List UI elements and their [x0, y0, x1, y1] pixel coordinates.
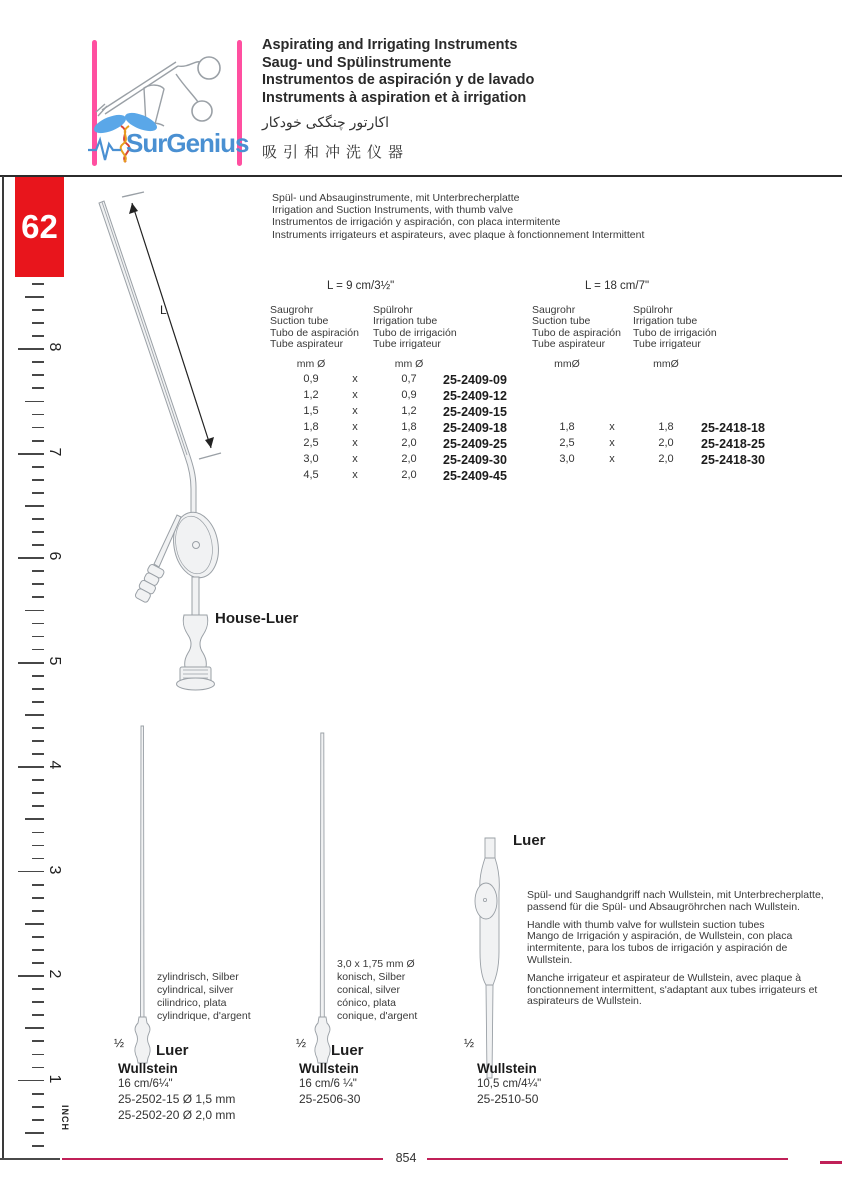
unit-right-col1: mmØ	[554, 358, 580, 370]
title-farsi: اكارتور چنگكى خودكار	[262, 114, 390, 130]
ruler-tick	[32, 309, 44, 311]
footer-dark-line	[0, 1158, 60, 1160]
product-right-info	[477, 1060, 541, 1108]
unit-left-col2: mm Ø	[394, 358, 424, 370]
ruler-tick	[32, 427, 44, 429]
ruler-tick	[32, 675, 44, 677]
ruler-tick	[32, 570, 44, 572]
desc-en: Handle with thumb valve for wullstein suction tubes	[527, 918, 765, 931]
ruler-tick	[32, 949, 44, 951]
product-part: 25-2502-20 Ø 2,0 mm	[118, 1107, 236, 1122]
ruler-tick	[32, 688, 44, 690]
ruler-tick	[32, 1014, 44, 1016]
brand-logo-text: SurGenius	[126, 128, 249, 158]
table-left-col1-header: Saugrohr Suction tube Tubo de aspiración Tube aspirateur	[270, 304, 359, 350]
desc-en-es	[527, 920, 835, 967]
ruler-tick	[32, 701, 44, 703]
part-number: 25-2409-18	[443, 421, 507, 435]
ruler-tick	[25, 505, 44, 507]
ruler-tick	[32, 897, 44, 899]
ruler-number-6: 6	[46, 551, 63, 561]
ruler-tick	[25, 1027, 44, 1029]
ruler-tick	[32, 322, 44, 324]
part-number: 25-2409-15	[443, 405, 507, 419]
scale-fraction: ½	[464, 1036, 475, 1050]
product-left-info	[118, 1060, 235, 1123]
ruler-tick	[18, 1080, 44, 1082]
house-luer-label: House-Luer	[215, 610, 299, 627]
ruler-number-5: 5	[46, 656, 63, 666]
ruler-tick	[32, 374, 44, 376]
ruler-tick	[25, 296, 44, 298]
ruler-tick	[25, 1132, 44, 1134]
title-es: Instrumentos de aspiración y de lavado	[262, 72, 535, 89]
product-mid-description: 3,0 x 1,75 mm Ø konisch, Silber conical, silver cónico, plata conique, d'argent	[337, 958, 418, 1022]
ruler-tick	[18, 453, 44, 455]
part-number: 25-2409-25	[443, 437, 507, 451]
product-size: 16 cm/6¼"	[118, 1078, 173, 1090]
top-description	[272, 192, 644, 241]
header-divider	[0, 175, 842, 177]
ruler-tick	[32, 792, 44, 794]
ruler-number-8: 8	[46, 342, 63, 352]
ruler-tick	[32, 544, 44, 546]
ruler-tick	[18, 348, 44, 350]
ruler-tick	[32, 884, 44, 886]
ruler-tick	[32, 832, 44, 834]
ruler-tick	[32, 988, 44, 990]
ruler-tick	[32, 583, 44, 585]
ruler-tick	[32, 1145, 44, 1147]
title-de: Saug- und Spülinstrumente	[262, 54, 452, 71]
page-number: 854	[395, 1151, 417, 1165]
part-number: 25-2418-25	[701, 437, 765, 451]
desc-en: Irrigation and Suction Instruments, with thumb valve	[272, 204, 514, 217]
ruler-tick	[25, 610, 44, 612]
ruler-unit-label: INCH	[60, 1105, 70, 1131]
desc-es: Instrumentos de irrigación y aspiración, con placa intermitente	[272, 216, 561, 229]
ruler-tick	[18, 557, 44, 559]
ruler-tick	[32, 779, 44, 781]
ruler-tick	[32, 335, 44, 337]
header-titles	[262, 37, 534, 107]
ruler-tick	[32, 440, 44, 442]
ruler-tick	[32, 1040, 44, 1042]
ruler-tick	[32, 727, 44, 729]
logo-box	[88, 38, 248, 170]
ruler-tick	[25, 818, 44, 820]
product-name: Wullstein	[299, 1061, 359, 1076]
part-number: 25-2409-30	[443, 453, 507, 467]
ruler-tick	[32, 361, 44, 363]
wullstein-tube-drawing-cylindrical	[127, 722, 157, 1067]
part-number: 25-2409-09	[443, 373, 507, 387]
ruler-tick	[32, 531, 44, 533]
length-label-left: L = 9 cm/3½"	[327, 280, 395, 292]
part-number: 25-2418-18	[701, 421, 765, 435]
product-right-description	[527, 890, 835, 1014]
product-name: Wullstein	[477, 1061, 537, 1076]
ruler-number-7: 7	[46, 447, 63, 457]
title-fr: Instruments à aspiration et à irrigation	[262, 89, 527, 106]
ruler-tick	[32, 283, 44, 285]
footer-line-right	[427, 1158, 788, 1160]
product-name: Wullstein	[118, 1061, 178, 1076]
luer-tip-label: Luer	[156, 1042, 189, 1059]
ruler-tick	[32, 492, 44, 494]
part-number: 25-2409-45	[443, 469, 507, 483]
luer-tip-label: Luer	[331, 1042, 364, 1059]
ruler-tick	[25, 714, 44, 716]
scale-fraction: ½	[296, 1036, 307, 1050]
wullstein-tube-drawing-conical	[307, 729, 337, 1067]
product-part: 25-2502-15 Ø 1,5 mm	[118, 1092, 236, 1106]
table-right-col2-header: Spülrohr Irrigation tube Tubo de irrigación Tube irrigateur	[633, 304, 717, 350]
ruler-tick	[32, 740, 44, 742]
catalog-page: SurGenius Aspirating and Irrigating Instruments Saug- und Spülinstrumente Instrumentos de aspiración y de lavado Instruments à aspiration et à irrigation اكارتور چنگكى خودكار 吸引和冲洗仪器 62 8 7 6 5 4 3 2 1 INCH L House-Luer Spül- und Absauginstrumente, mit Unterbrecherplatte Irrigation and Suction Instruments, with thumb valve Instrumentos de irrigación y aspiración, con placa intermitente Instruments irrigateurs et aspirateurs, avec plaque à fonctionnement Intermittent L = 9 cm/3½" L = 18 cm/7" Saugrohr Suction tube Tubo de aspiración Tube aspirateur Spülrohr Irrigation tube Tubo de irrigación Tube irrigateur Saugrohr Suction tube Tubo de aspiración Tube aspirateur Spülrohr Irrigation tube Tubo de irrigación Tube irrigateur mm Ø mm Ø mmØ mmØ 0,9 x 0,7 25-2409-09 1,2 x 0,9 25-2409-12 1,5 x 1,2 25-2409-15 1,8 x 1,8 25-2409-18 2,5 x 2,0 25-2409-25 3,0 x 2,0 25-2409-30 4,5 x 2,0 25-2409-45 1,8 x 1,8 25-2418-18 2,5 x 2,0 25-2418-25 3,0 x 2,0 25-2418-30 zylindrisch, Silber cylindrical, silver cilindrico, plata cylindrique, d'argent ½ Luer Wullstein 16 cm/6¼" 25-2502-15 Ø 1,5 mm 25-2502-20 Ø 2,0 mm 3,0 x 1,75 mm Ø konisch, Silber conical, silver cónico, plata conique, d'argent ½ Luer Wullstein 16 cm/6 ¼" 25-2506-30 Luer Spül- und Saughandgriff nach Wullstein, mit Unterbrecherplatte, passend für die Spül- und Absaugröhrchen nach Wullstein. Handle with thumb valve for wullstein suction tubes Mango de Irrigación y aspiración, de Wullstein, con placa intermitente, para los tubos de irrigación y aspiración de Wullstein. Manche irrigateur et aspirateur de Wullstein, avec plaque à fonctionnement intermittent, s'adaptant aux tubes irrigateurs et aspirateurs de Wullstein. ½ Wullstein 10,5 cm/4¼" 25-2510-50 854	[0, 0, 842, 1187]
scale-fraction: ½	[114, 1036, 125, 1050]
table-left-col2-header: Spülrohr Irrigation tube Tubo de irrigación Tube irrigateur	[373, 304, 457, 350]
ruler-tick	[32, 414, 44, 416]
ruler-number-1: 1	[46, 1074, 63, 1084]
ruler-tick	[32, 636, 44, 638]
desc-de: Spül- und Absauginstrumente, mit Unterbrecherplatte	[272, 192, 520, 204]
part-number: 25-2418-30	[701, 453, 765, 467]
length-dimension-label: L	[160, 303, 167, 317]
product-size: 16 cm/6 ¼"	[299, 1078, 357, 1090]
ruler-tick	[18, 662, 44, 664]
ruler-tick	[32, 1054, 44, 1056]
ruler-number-4: 4	[46, 760, 63, 770]
desc-de: Spül- und Saughandgriff nach Wullstein, mit Unterbrecherplatte, passend für die Spül- und Absaugröhrchen nach Wullstein.	[527, 889, 824, 913]
footer-line-left	[62, 1158, 383, 1160]
ruler-tick	[32, 858, 44, 860]
ruler-tick	[32, 936, 44, 938]
ruler-tick	[32, 805, 44, 807]
table-right-col1-header: Saugrohr Suction tube Tubo de aspiración Tube aspirateur	[532, 304, 621, 350]
title-chinese: 吸引和冲洗仪器	[262, 144, 410, 161]
ruler-tick	[18, 975, 44, 977]
ruler-tick	[32, 1067, 44, 1069]
desc-fr: Instruments irrigateurs et aspirateurs, avec plaque à fonctionnement Intermittent	[272, 228, 645, 241]
ruler-tick	[32, 1001, 44, 1003]
part-number: 25-2409-12	[443, 389, 507, 403]
chapter-tab: 62	[15, 177, 64, 277]
ruler-tick	[32, 910, 44, 912]
product-mid-info	[299, 1060, 360, 1108]
ruler-tick	[32, 649, 44, 651]
ruler-tick	[32, 479, 44, 481]
ruler-tick	[32, 1106, 44, 1108]
ruler-tick	[32, 387, 44, 389]
ruler-tick	[32, 1093, 44, 1095]
ruler-tick	[25, 401, 44, 403]
unit-left-col1: mm Ø	[296, 358, 326, 370]
ruler-tick	[32, 596, 44, 598]
page-left-edge-line	[2, 176, 4, 1160]
product-part: 25-2506-30	[299, 1092, 361, 1106]
ruler-tick	[32, 466, 44, 468]
ruler-tick	[32, 518, 44, 520]
ruler-tick	[32, 1119, 44, 1121]
product-size: 10,5 cm/4¼"	[477, 1078, 542, 1090]
product-left-description: zylindrisch, Silber cylindrical, silver cilindrico, plata cylindrique, d'argent	[157, 971, 251, 1022]
ruler-number-3: 3	[46, 865, 63, 875]
ruler-number-2: 2	[46, 969, 63, 979]
ruler-tick	[25, 923, 44, 925]
desc-fr: Manche irrigateur et aspirateur de Wullstein, avec plaque à fonctionnement intermittent, s'adaptant aux tubes irrigateurs et aspirateurs de Wullstein.	[527, 971, 818, 1008]
desc-es: Mango de Irrigación y aspiración, de Wullstein, con placa intermitente, para los tubos de irrigación y aspiración de Wullstein.	[527, 930, 793, 966]
unit-right-col2: mmØ	[653, 358, 679, 370]
ruler-tick	[32, 845, 44, 847]
luer-handle-label: Luer	[513, 832, 546, 849]
title-en: Aspirating and Irrigating Instruments	[262, 37, 518, 53]
ruler-tick	[18, 871, 44, 873]
ruler-tick	[32, 962, 44, 964]
footer-edge-mark	[820, 1161, 842, 1164]
ruler-tick	[32, 623, 44, 625]
length-label-right: L = 18 cm/7"	[585, 280, 650, 292]
ruler-tick	[18, 766, 44, 768]
product-part: 25-2510-50	[477, 1092, 539, 1106]
ruler-tick	[32, 753, 44, 755]
